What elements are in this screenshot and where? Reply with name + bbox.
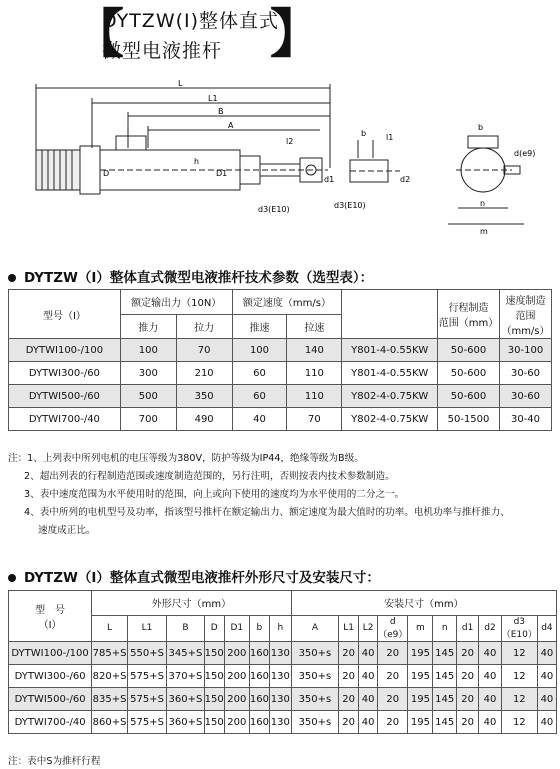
table-row: DYTWI500-/60 835+S 575+S 360+S 150 200 160 130 350+s 20 40 20 195 145 20 40 12 40 — [9, 688, 557, 711]
table-row: DYTWI300-/60 820+S 575+S 370+S 150 200 160 130 350+s 20 40 20 195 145 20 40 12 40 — [9, 665, 557, 688]
note-1: 注：1、上列表中所列电机的电压等级为380V，防护等级为IP44，绝缘等级为B级。 — [8, 453, 364, 464]
header-install: 安装尺寸（mm） — [291, 591, 556, 616]
technical-drawing — [28, 78, 538, 238]
table-row: DYTWI700-/40 860+S 575+S 360+S 150 200 160 130 350+s 20 40 20 195 145 20 40 12 40 — [9, 711, 557, 734]
dim-n: n — [480, 199, 486, 208]
dim-d2: d2 — [400, 175, 411, 184]
dim-d3-left: d3(E10) — [258, 205, 290, 214]
dim-A: A — [228, 121, 234, 130]
header-push: 推力 — [120, 314, 176, 339]
dim-B: B — [218, 107, 224, 116]
dim-l1: l1 — [386, 133, 394, 142]
header-cols-row: L L1 B D D1 b h A L1 L2 d（e9） m n d1 d2 d3（E10） d4 — [9, 615, 557, 641]
header-force: 额定输出力（10N） — [120, 290, 232, 315]
bullet-icon — [8, 574, 16, 582]
note-3: 3、表中速度范围为水平使用时的范围，向上或向下使用的速度均为水平使用的二分之一。 — [24, 489, 405, 500]
table-row: DYTWI700-/40 700 490 40 70 Y802-4-0.75KW 50-1500 30-40 — [9, 408, 552, 431]
dim-h: h — [194, 157, 200, 166]
header-speedrange: 速度制造 范围（mm/s） — [499, 290, 551, 339]
footnote: 注：表中S为推杆行程 — [8, 756, 101, 767]
note-4: 4、表中所列的电机型号及功率，指该型号推杆在额定输出力、额定速度为最大值时的功率。电机功率与推杆推力、 — [24, 507, 510, 518]
dim-b-pin: b — [361, 129, 367, 138]
spec-table — [8, 289, 552, 431]
section2-heading: DYTZW（I）整体直式微型电液推杆外形尺寸及安装尺寸： — [8, 566, 380, 586]
title-block — [72, 4, 322, 70]
header-motor — [342, 290, 438, 339]
dim-b-end: b — [478, 123, 484, 132]
table-row: DYTWI100-/100 785+S 550+S 345+S 150 200 160 130 350+s 20 40 20 195 145 20 40 12 40 — [9, 642, 557, 665]
page-title: DYTZW(I)整体直式 微型电液推杆 — [102, 10, 280, 62]
table-row: DYTWI100-/100 100 70 100 140 Y801-4-0.55KW 50-600 30-100 — [9, 339, 552, 362]
dim-D: D — [103, 169, 110, 178]
bullet-icon — [8, 274, 16, 282]
header-model2: 型 号 （I） — [9, 591, 92, 642]
note-4-cont: 速度成正比。 — [38, 525, 96, 536]
dimension-table — [8, 590, 557, 734]
table-row: DYTWI300-/60 300 210 60 110 Y801-4-0.55KW 50-600 30-60 — [9, 362, 552, 385]
header-outer: 外形尺寸（mm） — [92, 591, 292, 616]
dim-D1: D1 — [216, 169, 228, 178]
dim-m: m — [480, 227, 488, 236]
note-2: 2、超出列表的行程制造范围或速度制造范围的，另行注明，否则按表内技术参数制造。 — [24, 471, 395, 482]
header-stroke: 行程制造 范围（mm） — [438, 290, 500, 339]
dim-d1: d1 — [324, 175, 335, 184]
header-pull: 拉力 — [176, 314, 232, 339]
dim-l2: l2 — [286, 137, 294, 146]
header-model: 型号（I） — [9, 290, 121, 339]
left-bracket: 【 — [72, 5, 125, 65]
dim-L1: L1 — [208, 94, 218, 103]
dim-d3-right: d3(E10) — [334, 201, 366, 210]
notes-block — [8, 450, 553, 540]
header-pushspeed: 推速 — [232, 314, 287, 339]
header-pullspeed: 拉速 — [287, 314, 342, 339]
table-row: DYTWI500-/60 500 350 60 110 Y802-4-0.75KW 50-600 30-60 — [9, 385, 552, 408]
dim-d-e9: d(e9) — [514, 149, 536, 158]
section1-heading: DYTZW（I）整体直式微型电液推杆技术参数（选型表）： — [8, 266, 373, 286]
dim-L: L — [178, 79, 183, 88]
header-speed: 额定速度（mm/s） — [232, 290, 342, 315]
right-bracket: 】 — [269, 5, 322, 65]
